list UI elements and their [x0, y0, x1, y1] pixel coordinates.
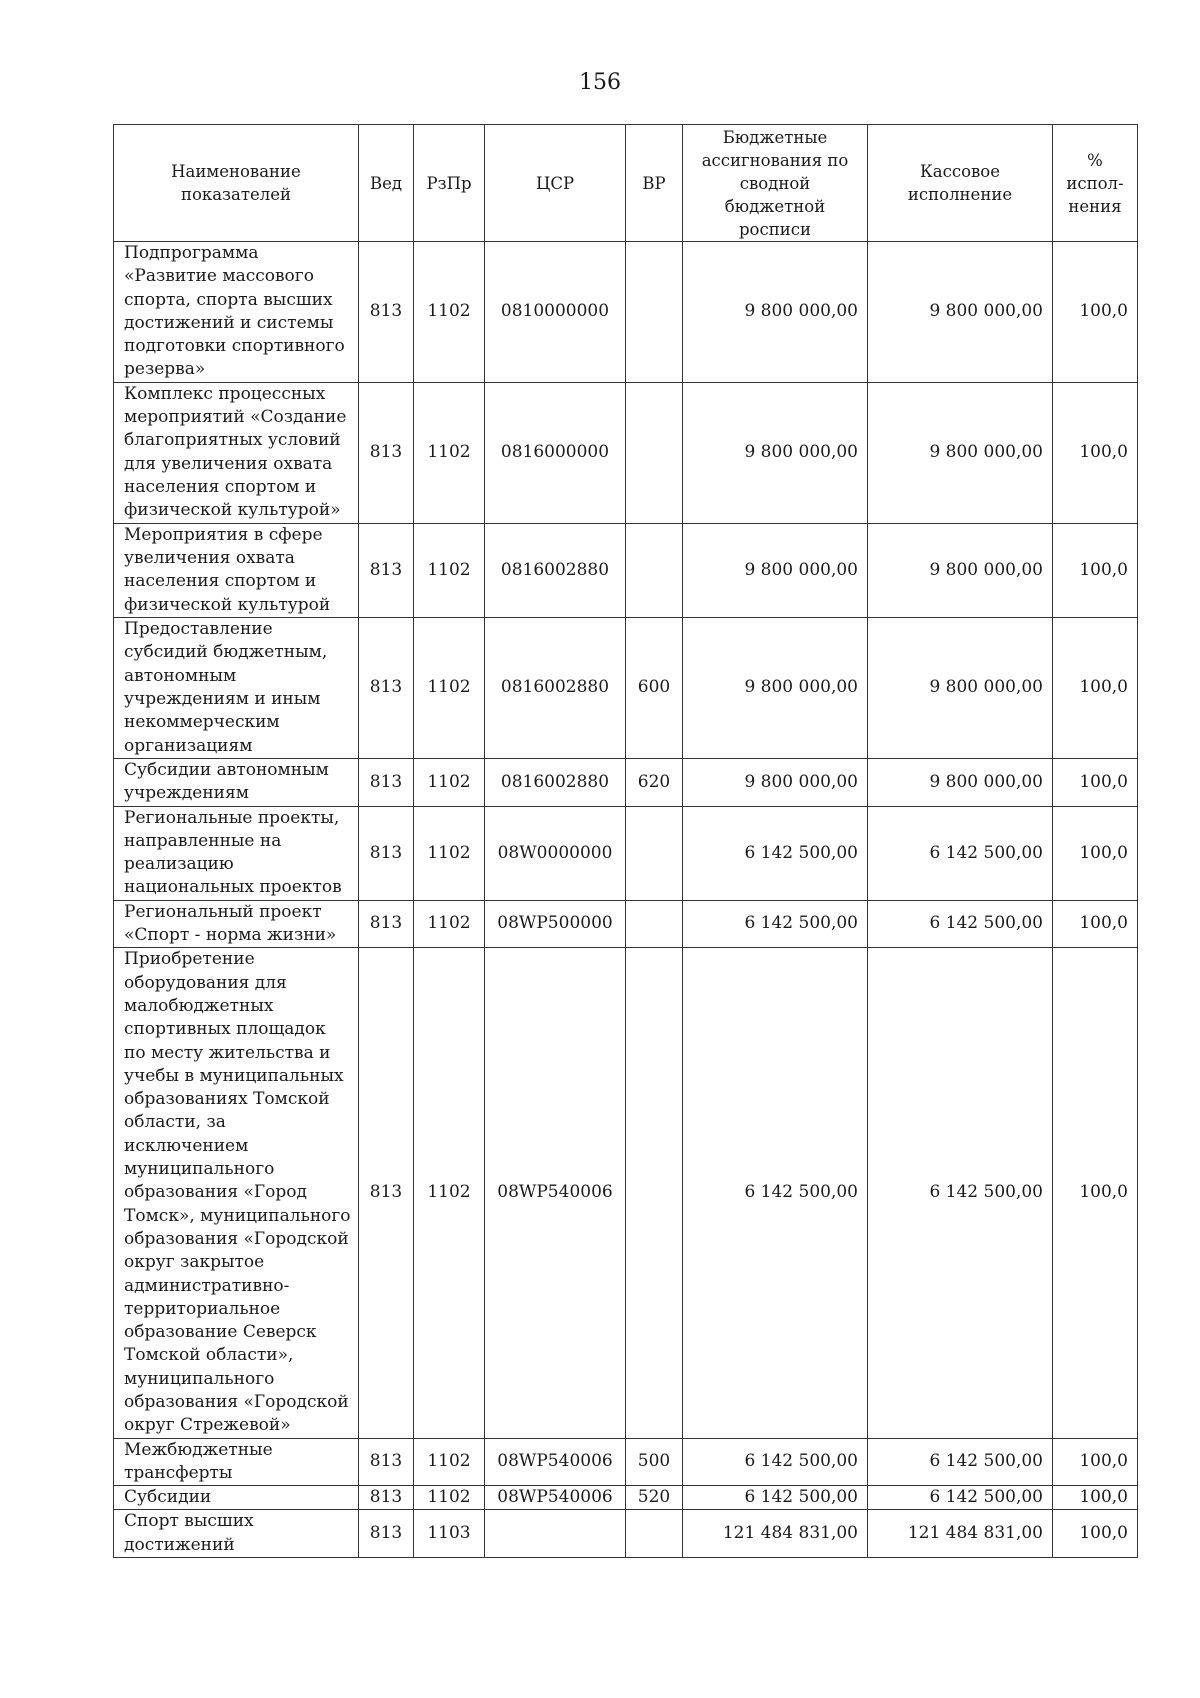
row-vr: 500: [626, 1438, 683, 1486]
row-executed: 6 142 500,00: [868, 806, 1053, 900]
row-rzpr: 1102: [414, 242, 485, 383]
row-executed: 9 800 000,00: [868, 617, 1053, 758]
row-csr: 08WP540006: [485, 948, 626, 1438]
row-percent: 100,0: [1053, 1486, 1138, 1510]
row-name: Субсидии автономным учреждениям: [114, 758, 359, 806]
row-csr: 0810000000: [485, 242, 626, 383]
header-csr: ЦСР: [485, 125, 626, 242]
row-assigned: 6 142 500,00: [683, 1486, 868, 1510]
row-csr: 08WP500000: [485, 900, 626, 948]
table-row: [114, 1438, 1138, 1486]
row-rzpr: 1102: [414, 523, 485, 617]
row-vr: [626, 806, 683, 900]
row-rzpr: 1102: [414, 758, 485, 806]
table-row: [114, 758, 1138, 806]
row-vr: [626, 900, 683, 948]
header-assigned: Бюджетные ассигнования по сводной бюджетной росписи: [683, 125, 868, 242]
row-csr: 0816000000: [485, 382, 626, 523]
row-csr: 0816002880: [485, 758, 626, 806]
row-rzpr: 1102: [414, 1438, 485, 1486]
table-row: [114, 242, 1138, 383]
row-name: Спорт высших достижений: [114, 1510, 359, 1558]
row-assigned: 6 142 500,00: [683, 806, 868, 900]
row-assigned: 6 142 500,00: [683, 948, 868, 1438]
row-name: Межбюджетные трансферты: [114, 1438, 359, 1486]
row-executed: 9 800 000,00: [868, 242, 1053, 383]
row-assigned: 9 800 000,00: [683, 617, 868, 758]
row-percent: 100,0: [1053, 900, 1138, 948]
row-assigned: 9 800 000,00: [683, 523, 868, 617]
row-percent: 100,0: [1053, 758, 1138, 806]
row-name: Комплекс процессных мероприятий «Создание благоприятных условий для увеличения охвата населения спортом и физической культурой»: [114, 382, 359, 523]
row-assigned: 9 800 000,00: [683, 758, 868, 806]
row-csr: [485, 1510, 626, 1558]
row-name: Мероприятия в сфере увеличения охвата населения спортом и физической культурой: [114, 523, 359, 617]
row-vr: [626, 1510, 683, 1558]
row-name: Приобретение оборудования для малобюджетных спортивных площадок по месту жительства и учебы в муниципальных образованиях Томской области, за исключением муниципального образования «Город Томск», муниципального образования «Городской округ закрытое административно-территориальное образование Северск Томской области», муниципального образования «Городской округ Стрежевой»: [114, 948, 359, 1438]
table-row: [114, 382, 1138, 523]
row-assigned: 9 800 000,00: [683, 382, 868, 523]
row-percent: 100,0: [1053, 617, 1138, 758]
budget-execution-table: [113, 124, 1138, 1558]
row-assigned: 9 800 000,00: [683, 242, 868, 383]
row-assigned: 6 142 500,00: [683, 1438, 868, 1486]
row-rzpr: 1102: [414, 900, 485, 948]
row-ved: 813: [359, 1510, 414, 1558]
row-csr: 08W0000000: [485, 806, 626, 900]
row-ved: 813: [359, 382, 414, 523]
row-name: Региональные проекты, направленные на реализацию национальных проектов: [114, 806, 359, 900]
row-rzpr: 1102: [414, 948, 485, 1438]
row-ved: 813: [359, 1438, 414, 1486]
table-row: [114, 948, 1138, 1438]
row-assigned: 6 142 500,00: [683, 900, 868, 948]
row-ved: 813: [359, 758, 414, 806]
row-executed: 6 142 500,00: [868, 1486, 1053, 1510]
row-rzpr: 1102: [414, 1486, 485, 1510]
row-ved: 813: [359, 948, 414, 1438]
row-assigned: 121 484 831,00: [683, 1510, 868, 1558]
row-name: Предоставление субсидий бюджетным, автономным учреждениям и иным некоммерческим организациям: [114, 617, 359, 758]
table-row: [114, 1510, 1138, 1558]
header-ved: Вед: [359, 125, 414, 242]
row-percent: 100,0: [1053, 523, 1138, 617]
row-csr: 0816002880: [485, 617, 626, 758]
row-executed: 9 800 000,00: [868, 758, 1053, 806]
row-vr: [626, 382, 683, 523]
row-vr: 600: [626, 617, 683, 758]
row-percent: 100,0: [1053, 1510, 1138, 1558]
row-ved: 813: [359, 523, 414, 617]
table-header-row: [114, 125, 1138, 242]
row-percent: 100,0: [1053, 242, 1138, 383]
row-percent: 100,0: [1053, 806, 1138, 900]
row-percent: 100,0: [1053, 382, 1138, 523]
row-executed: 6 142 500,00: [868, 1438, 1053, 1486]
table-row: [114, 523, 1138, 617]
header-name: Наименование показателей: [114, 125, 359, 242]
row-vr: [626, 242, 683, 383]
row-executed: 6 142 500,00: [868, 948, 1053, 1438]
row-csr: 08WP540006: [485, 1486, 626, 1510]
header-executed: Кассовое исполнение: [868, 125, 1053, 242]
row-ved: 813: [359, 242, 414, 383]
table-row: [114, 617, 1138, 758]
row-vr: 620: [626, 758, 683, 806]
row-ved: 813: [359, 900, 414, 948]
row-csr: 08WP540006: [485, 1438, 626, 1486]
header-vr: ВР: [626, 125, 683, 242]
row-ved: 813: [359, 1486, 414, 1510]
row-ved: 813: [359, 806, 414, 900]
row-rzpr: 1102: [414, 806, 485, 900]
row-name: Субсидии: [114, 1486, 359, 1510]
row-rzpr: 1102: [414, 382, 485, 523]
row-name: Подпрограмма «Развитие массового спорта, спорта высших достижений и системы подготовки спортивного резерва»: [114, 242, 359, 383]
table-row: [114, 900, 1138, 948]
table-row: [114, 1486, 1138, 1510]
table-row: [114, 806, 1138, 900]
page-number: 156: [579, 70, 621, 95]
row-executed: 6 142 500,00: [868, 900, 1053, 948]
header-percent: % испол-нения: [1053, 125, 1138, 242]
row-percent: 100,0: [1053, 948, 1138, 1438]
row-executed: 9 800 000,00: [868, 382, 1053, 523]
row-ved: 813: [359, 617, 414, 758]
row-rzpr: 1103: [414, 1510, 485, 1558]
row-name: Региональный проект «Спорт - норма жизни»: [114, 900, 359, 948]
row-vr: [626, 948, 683, 1438]
row-rzpr: 1102: [414, 617, 485, 758]
row-vr: [626, 523, 683, 617]
row-csr: 0816002880: [485, 523, 626, 617]
header-rzpr: РзПр: [414, 125, 485, 242]
row-executed: 9 800 000,00: [868, 523, 1053, 617]
row-executed: 121 484 831,00: [868, 1510, 1053, 1558]
row-percent: 100,0: [1053, 1438, 1138, 1486]
row-vr: 520: [626, 1486, 683, 1510]
